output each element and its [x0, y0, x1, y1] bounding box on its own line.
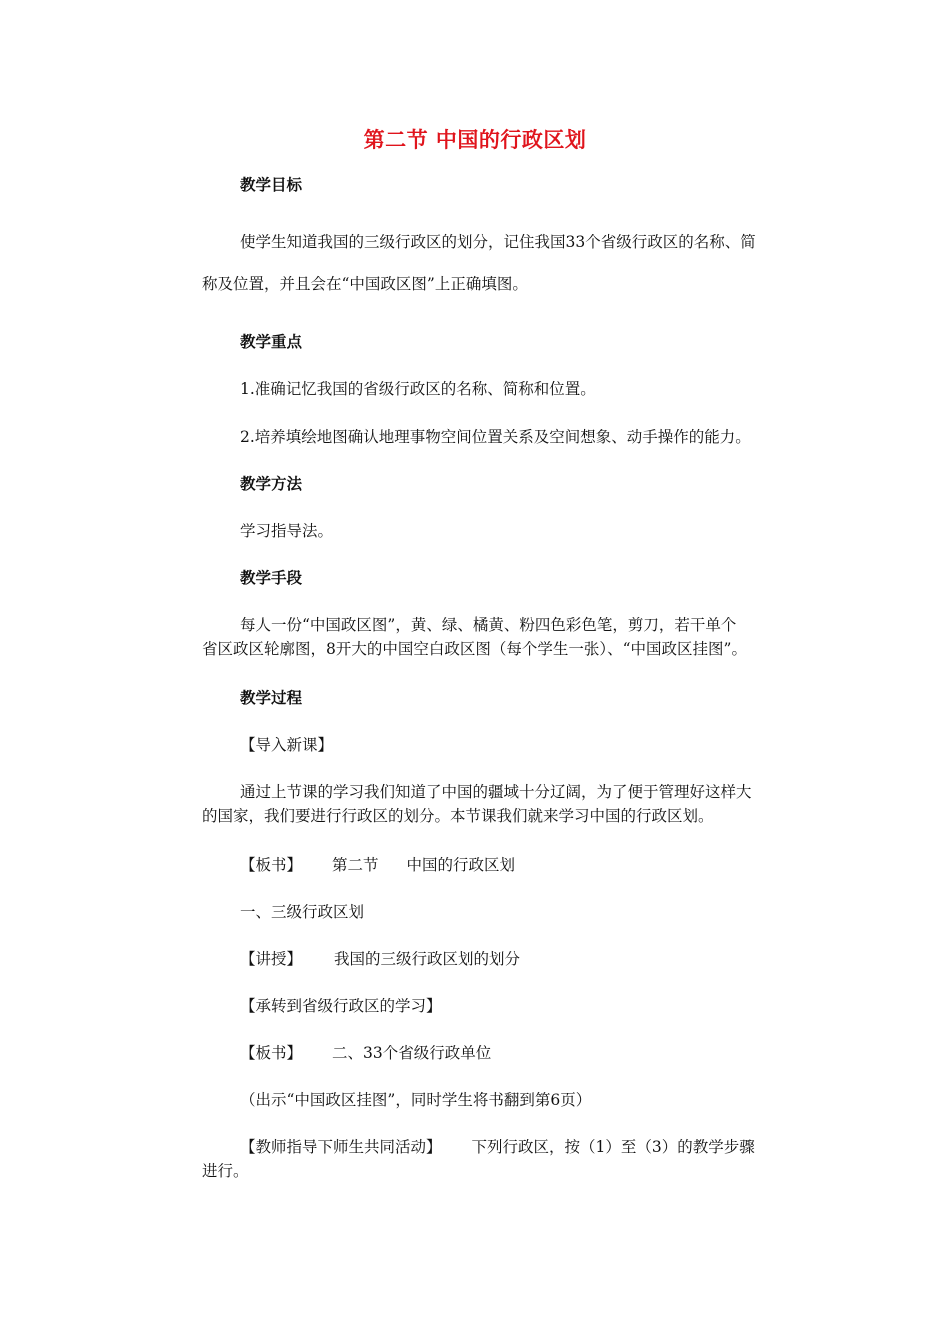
transition-note: 【承转到省级行政区的学习】: [240, 997, 442, 1015]
activity-text: 下列行政区，按（1）至（3）的教学步骤: [471, 1138, 755, 1156]
activity-line-2: 进行。: [202, 1162, 249, 1180]
intro-line-1: 通过上节课的学习我们知道了中国的疆域十分辽阔，为了便于管理好这样大: [240, 783, 752, 801]
method-text: 学习指导法。: [240, 522, 334, 540]
method-heading: 教学方法: [240, 475, 303, 493]
activity-label: 【教师指导下师生共同活动】: [240, 1138, 442, 1156]
objectives-paragraph: [202, 232, 808, 294]
board-note-2: [240, 1043, 491, 1063]
lecture-label: 【讲授】: [240, 950, 303, 968]
means-line-2: 省区政区轮廓图，8开大的中国空白政区图（每个学生一张）、“中国政区挂图”。: [202, 640, 747, 658]
means-paragraph: [202, 615, 808, 659]
lecture-text: 我国的三级行政区划的划分: [334, 950, 521, 968]
intro-label: 【导入新课】: [240, 736, 334, 754]
lecture-note: [240, 949, 520, 969]
objectives-heading: 教学目标: [240, 176, 303, 194]
show-map-note: （出示“中国政区挂图”，同时学生将书翻到第6页）: [240, 1091, 592, 1109]
board2-text: 二、33个省级行政单位: [332, 1044, 492, 1062]
means-heading: 教学手段: [240, 569, 303, 587]
keypoint-item-1: 1.准确记忆我国的省级行政区的名称、简称和位置。: [240, 380, 596, 398]
intro-line-2: 的国家，我们要进行行政区的划分。本节课我们就来学习中国的行政区划。: [202, 807, 714, 825]
objectives-line-1: 使学生知道我国的三级行政区的划分，记住我国33个省级行政区的名称、简: [240, 233, 756, 251]
intro-paragraph: [202, 782, 808, 826]
board2-label: 【板书】: [240, 1044, 303, 1062]
board1-label: 【板书】: [240, 856, 303, 874]
board-note-1: [240, 855, 515, 875]
activity-paragraph: [202, 1137, 808, 1181]
activity-line-1: [202, 1137, 808, 1157]
process-heading: 教学过程: [240, 689, 303, 707]
keypoint-item-2: 2.培养填绘地图确认地理事物空间位置关系及空间想象、动手操作的能力。: [240, 428, 751, 446]
page-title: 第二节 中国的行政区划: [363, 128, 587, 152]
means-line-1: 每人一份“中国政区图”，黄、绿、橘黄、粉四色彩色笔，剪刀，若干单个: [240, 616, 737, 634]
objectives-line-2: 称及位置，并且会在“中国政区图”上正确填图。: [202, 275, 528, 293]
board1-title: 中国的行政区划: [406, 856, 516, 874]
subsection-1: 一、三级行政区划: [240, 903, 365, 921]
keypoints-heading: 教学重点: [240, 333, 303, 351]
board1-section: 第二节: [332, 856, 379, 874]
